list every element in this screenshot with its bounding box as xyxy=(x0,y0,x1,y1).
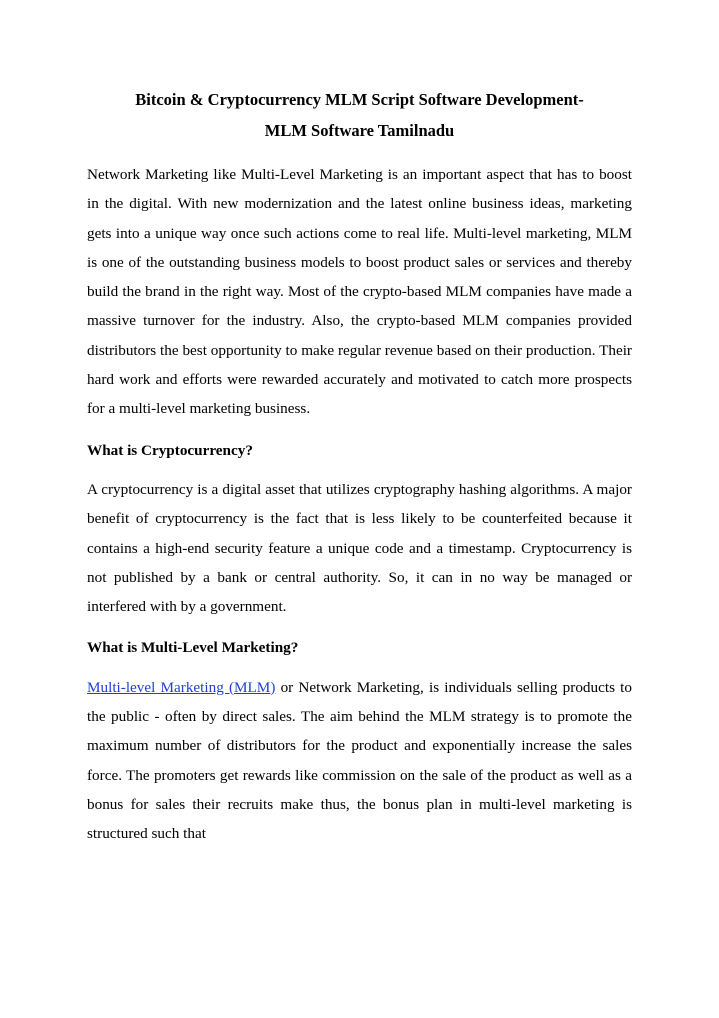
section-heading-mlm: What is Multi-Level Marketing? xyxy=(87,639,299,657)
title-line-1: Bitcoin & Cryptocurrency MLM Script Software Development- xyxy=(135,90,584,109)
spacer xyxy=(87,424,632,436)
intro-paragraph: Network Marketing like Multi-Level Marketing is an important aspect that has to boost in the digital. With new modernization and the latest online business ideas, marketing gets into a unique way once such actions come to real life. Multi-level marketing, MLM is one of the outstanding business models to boost product sales or services and thereby build the brand in the right way. Most of the crypto-based MLM companies have made a massive turnover for the industry. Also, the crypto-based MLM companies provided distributors the best opportunity to make regular revenue based on their production. Their hard work and efforts were rewarded accurately and motivated to catch more prospects for a multi-level marketing business. xyxy=(87,166,632,418)
title-line-2: MLM Software Tamilnadu xyxy=(264,121,455,140)
spacer xyxy=(87,663,632,673)
section-heading-cryptocurrency: What is Cryptocurrency? xyxy=(87,441,253,459)
document-page xyxy=(87,84,632,849)
mlm-paragraph-text: or Network Marketing, is individuals selling products to the public - often by direct sales. The aim behind the MLM strategy is to promote the maximum number of distributors for the product and exponentially increase the sales force. The promoters get rewards like commission on the sale of the product as well as a bonus for sales their recruits make thus, the bonus plan in multi-level marketing is structured such that xyxy=(87,678,632,843)
mlm-link[interactable]: Multi-level Marketing (MLM) xyxy=(87,678,276,696)
document-title xyxy=(87,84,632,146)
spacer xyxy=(87,465,632,475)
mlm-paragraph xyxy=(87,673,632,849)
cryptocurrency-paragraph: A cryptocurrency is a digital asset that utilizes cryptography hashing algorithms. A major benefit of cryptocurrency is the fact that is less likely to be counterfeited because it contains a high-end security feature a unique code and a timestamp. Cryptocurrency is not published by a bank or central authority. So, it can in no way be managed or interfered with by a government. xyxy=(87,480,632,616)
spacer xyxy=(87,621,632,633)
